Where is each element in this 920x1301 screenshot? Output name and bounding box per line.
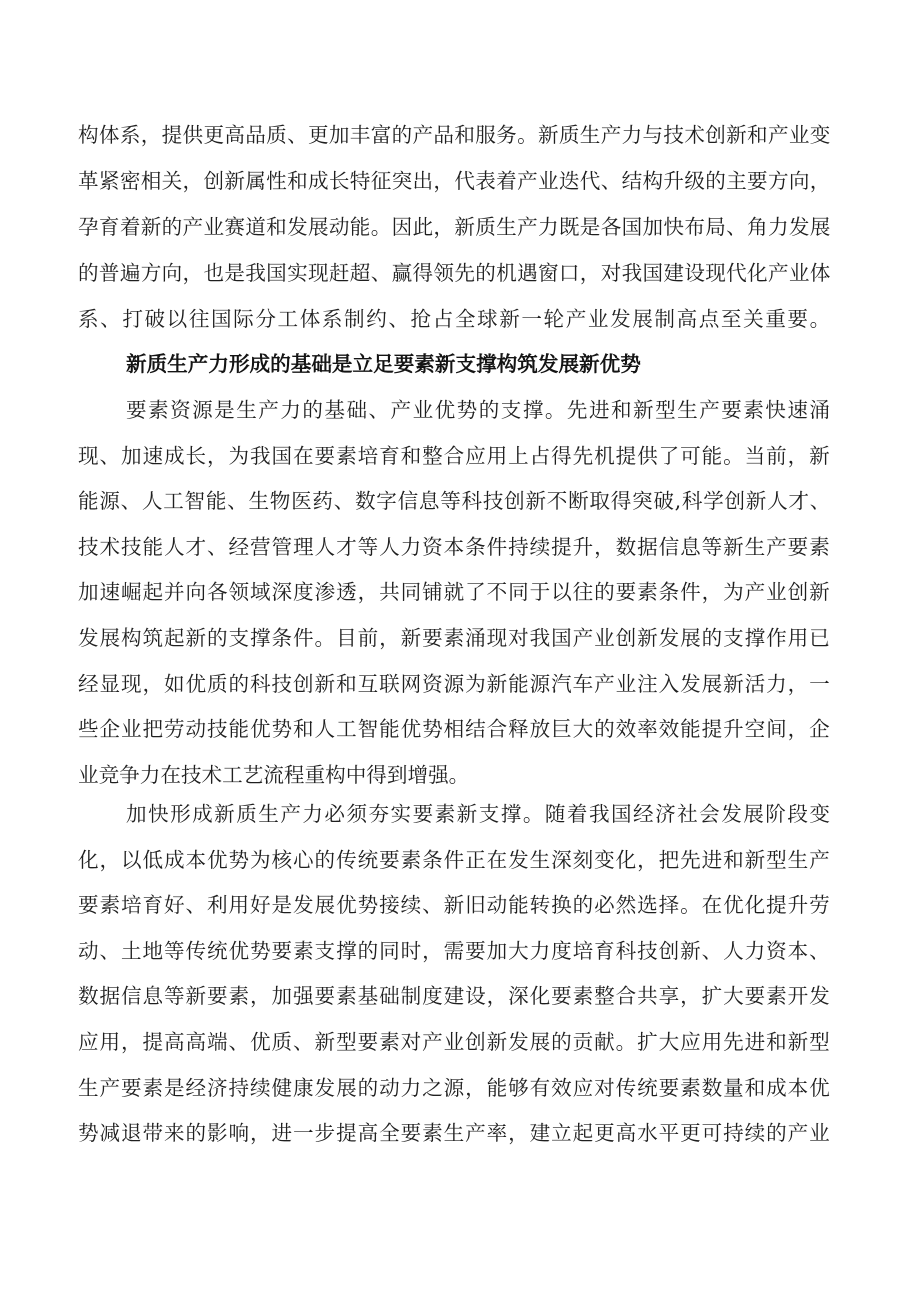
text-line: 现、加速成长，为我国在要素培育和整合应用上占得先机提供了可能。当前，新 (78, 443, 831, 468)
text-line: 孕育着新的产业赛道和发展动能。因此，新质生产力既是各国加快布局、角力发展 (78, 215, 831, 239)
text-line: 革紧密相关，创新属性和成长特征突出，代表着产业迭代、结构升级的主要方向， (78, 169, 831, 193)
text-line: 数据信息等新要素，加强要素基础制度建设，深化要素整合共享，扩大要素开发 (78, 984, 831, 1009)
text-line: 业竞争力在技术工艺流程重构中得到增强。 (78, 762, 470, 787)
text-line: 加快形成新质生产力必须夯实要素新支撑。随着我国经济社会发展阶段变 (126, 802, 832, 826)
text-line: 加速崛起并向各领域深度渗透，共同铺就了不同于以往的要素条件，为产业创新 (78, 580, 831, 605)
text-line: 些企业把劳动技能优势和人工智能优势相结合释放巨大的效率效能提升空间，企 (78, 717, 831, 742)
text-line: 构体系，提供更高品质、更加丰富的产品和服务。新质生产力与技术创新和产业变 (78, 123, 831, 147)
text-line: 动、土地等传统优势要素支撑的同时，需要加大力度培育科技创新、人力资本、 (78, 938, 831, 963)
text-line: 要素资源是生产力的基础、产业优势的支撑。先进和新型生产要素快速涌 (126, 398, 832, 422)
text-line: 经显现，如优质的科技创新和互联网资源为新能源汽车产业注入发展新活力，一 (78, 671, 831, 696)
text-line: 化，以低成本优势为核心的传统要素条件正在发生深刻变化，把先进和新型生产 (78, 847, 831, 872)
text-line: 系、打破以往国际分工体系制约、抢占全球新一轮产业发展制高点至关重要。 (78, 307, 832, 331)
text-line: 要素培育好、利用好是发展优势接续、新旧动能转换的必然选择。在优化提升劳 (78, 893, 831, 918)
section-heading: 新质生产力形成的基础是立足要素新支撑构筑发展新优势 (126, 352, 641, 376)
text-line: 的普遍方向，也是我国实现赶超、赢得领先的机遇窗口，对我国建设现代化产业体 (78, 261, 831, 285)
text-line: 技术技能人才、经营管理人才等人力资本条件持续提升，数据信息等新生产要素 (78, 534, 831, 559)
text-line: 生产要素是经济持续健康发展的动力之源，能够有效应对传统要素数量和成本优 (78, 1075, 831, 1100)
text-line: 应用，提高高端、优质、新型要素对产业创新发展的贡献。扩大应用先进和新型 (78, 1030, 831, 1054)
text-line: 发展构筑起新的支撑条件。目前，新要素涌现对我国产业创新发展的支撑作用已 (78, 626, 831, 650)
text-line: 势减退带来的影响，进一步提高全要素生产率，建立起更高水平更可持续的产业 (78, 1121, 831, 1146)
text-line: 能源、人工智能、生物医药、数字信息等科技创新不断取得突破,科学创新人才、 (78, 489, 832, 514)
